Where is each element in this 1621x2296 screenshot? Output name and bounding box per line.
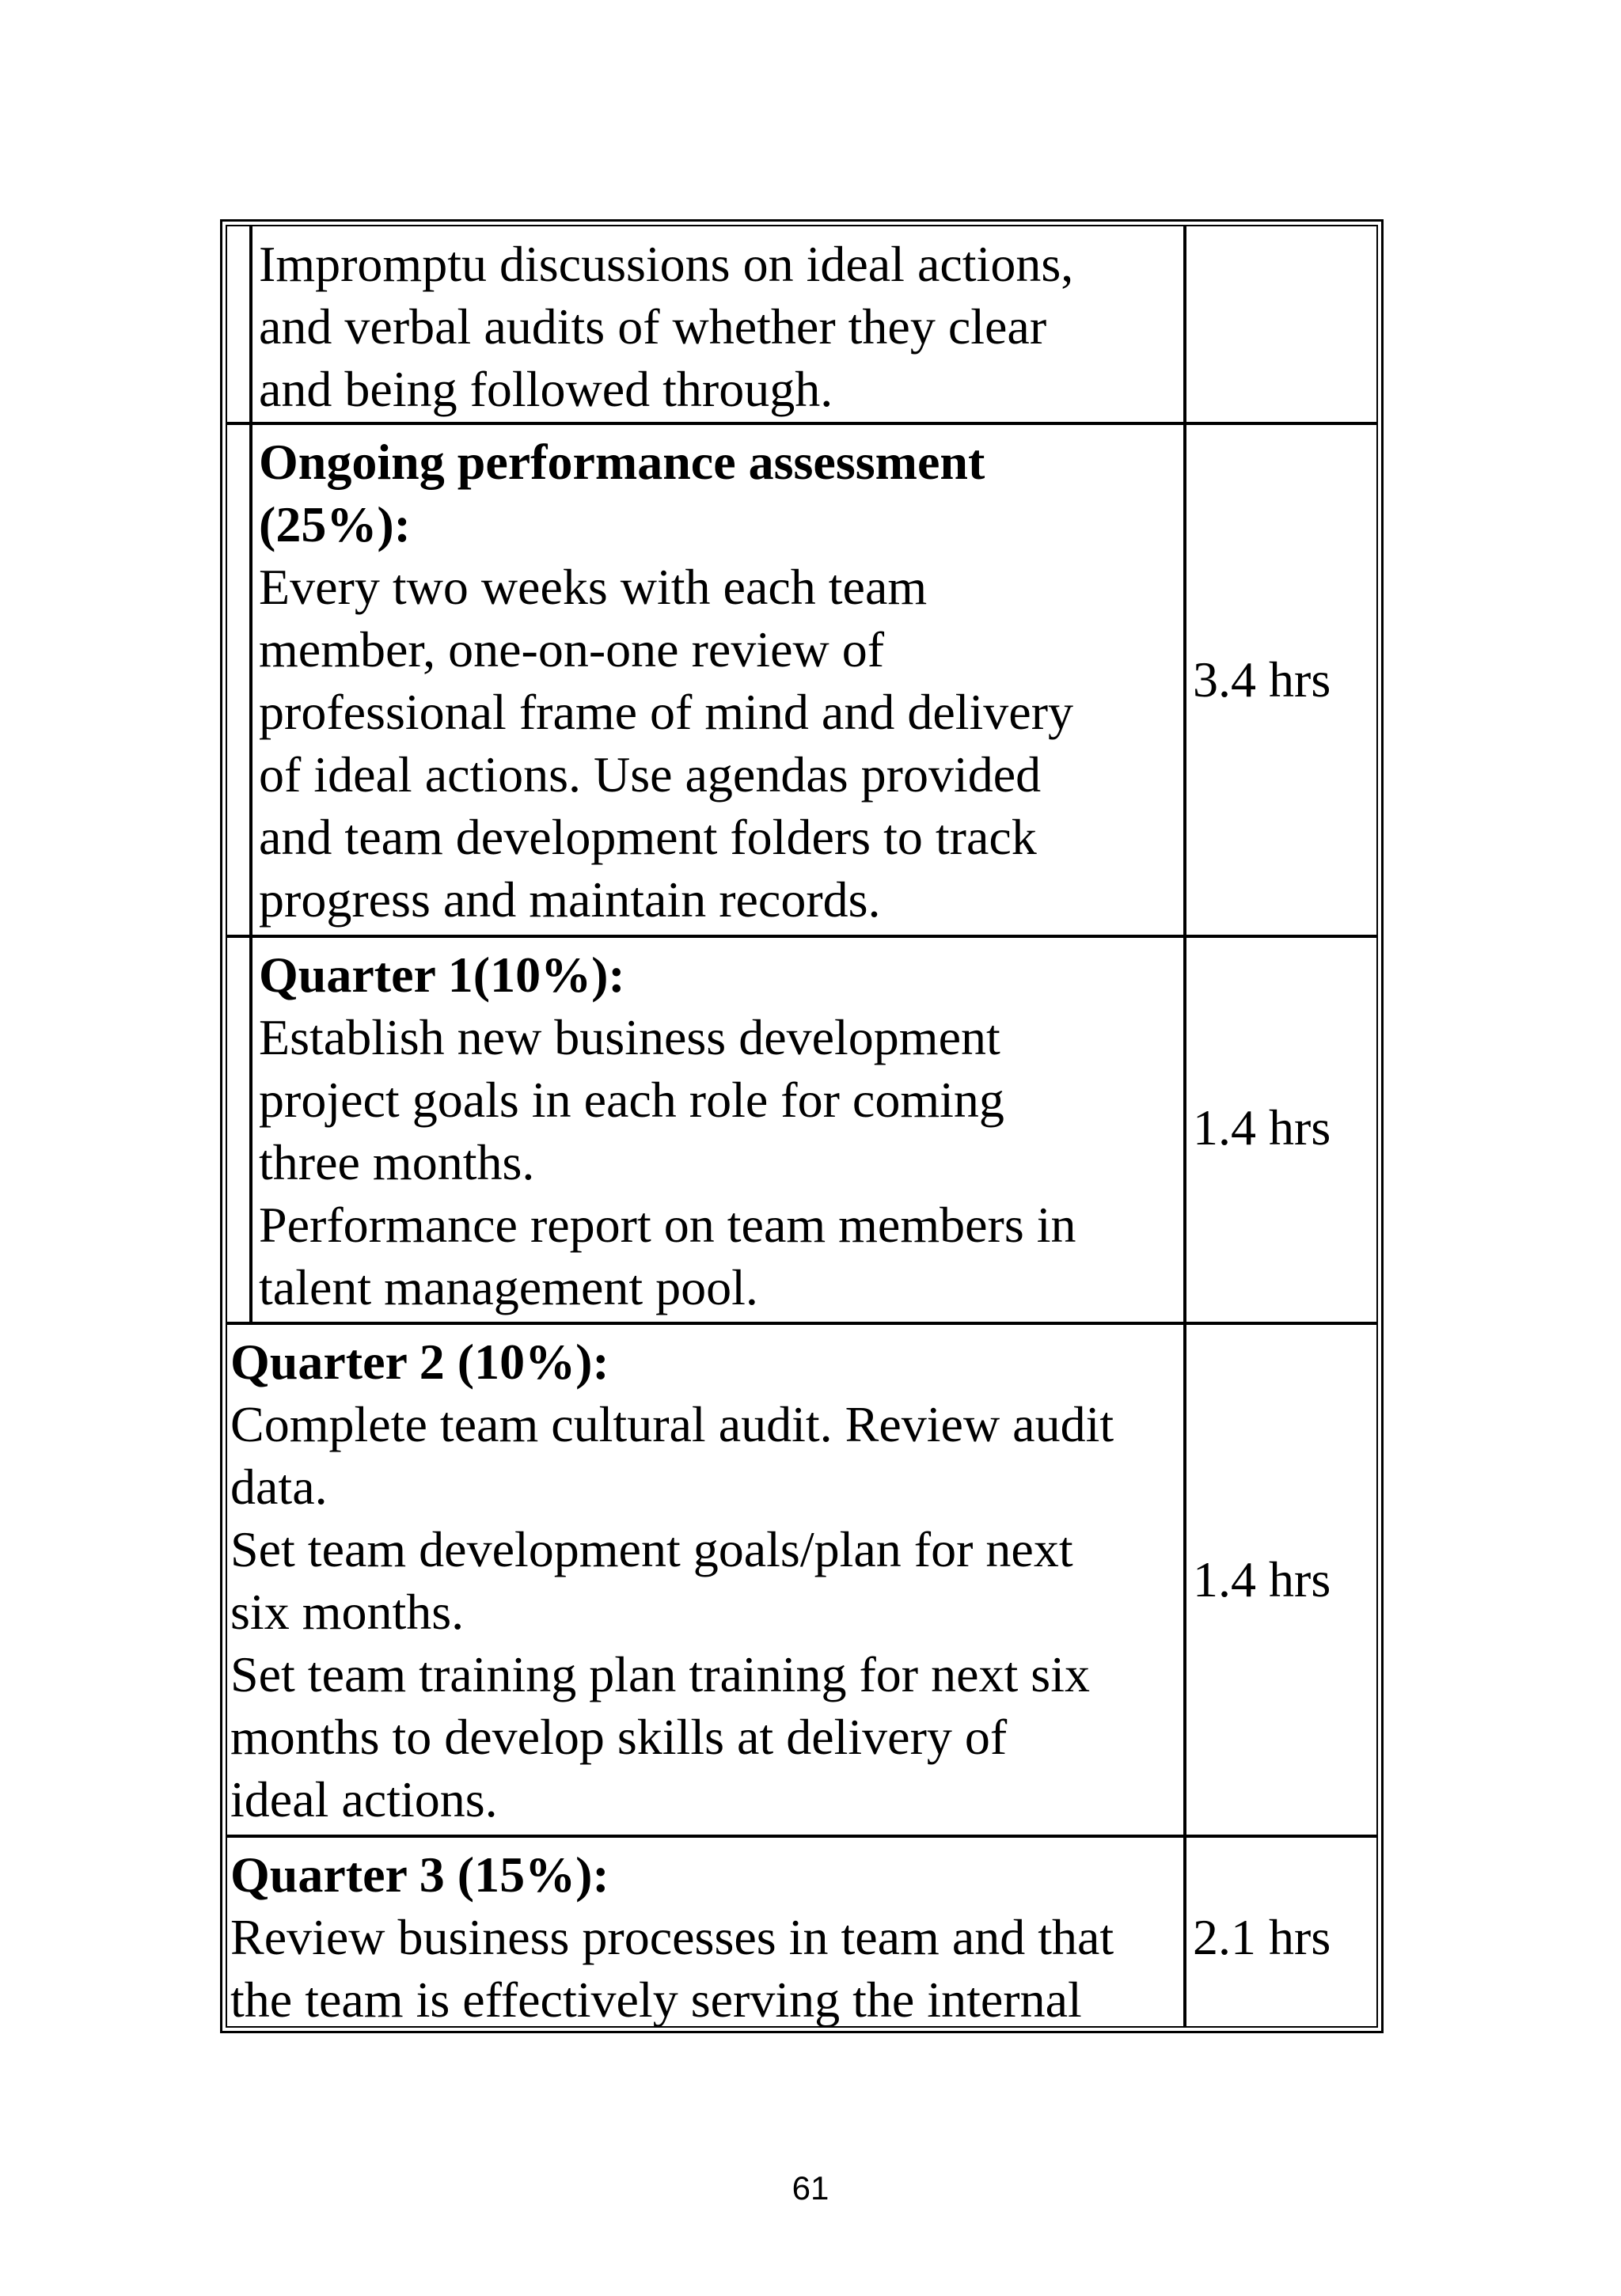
text-line: three months. [259, 1134, 535, 1190]
section-heading-cont: (25%): [259, 496, 411, 552]
text-line: Complete team cultural audit. Review audit [230, 1396, 1114, 1452]
text-line: of ideal actions. Use agendas provided [259, 746, 1042, 803]
task-text [259, 943, 1076, 1319]
task-text [259, 233, 1073, 420]
hours-value: 1.4 hrs [1193, 1099, 1331, 1156]
indent-cell [226, 936, 251, 1323]
task-cell [226, 1323, 1185, 1836]
text-line: six months. [230, 1584, 465, 1640]
text-line: Set team training plan training for next six [230, 1646, 1090, 1702]
text-line: professional frame of mind and delivery [259, 684, 1073, 740]
text-line: member, one-on-one review of [259, 621, 884, 677]
text-line: Review business processes in team and that [230, 1909, 1114, 1965]
task-cell [251, 423, 1185, 936]
task-text [230, 1843, 1114, 2031]
text-line: data. [230, 1459, 328, 1515]
hours-value: 1.4 hrs [1193, 1551, 1331, 1607]
text-line: months to develop skills at delivery of [230, 1709, 1008, 1765]
task-text [259, 431, 1073, 931]
hours-value: 2.1 hrs [1193, 1909, 1331, 1965]
indent-cell [226, 423, 251, 936]
task-cell [251, 936, 1185, 1323]
page-number: 61 [792, 2169, 829, 2207]
task-cell [251, 225, 1185, 423]
text-line: ideal actions. [230, 1771, 498, 1827]
task-text [230, 1330, 1114, 1831]
hours-value: 3.4 hrs [1193, 651, 1331, 708]
hours-cell [1185, 936, 1378, 1323]
hours-cell [1185, 225, 1378, 423]
text-line: progress and maintain records. [259, 871, 881, 928]
section-heading: Quarter 1(10%): [259, 947, 625, 1003]
text-line: talent management pool. [259, 1259, 758, 1315]
section-heading: Quarter 3 (15%): [230, 1846, 609, 1903]
hours-cell [1185, 423, 1378, 936]
text-line: the team is effectively serving the internal [230, 1972, 1082, 2028]
text-line: project goals in each role for coming [259, 1072, 1004, 1128]
section-heading: Quarter 2 (10%): [230, 1334, 609, 1390]
text-line: and being followed through. [259, 361, 833, 417]
hours-cell [1185, 1323, 1378, 1836]
hours-cell [1185, 1836, 1378, 2028]
text-line: and team development folders to track [259, 809, 1037, 865]
text-line: Set team development goals/plan for next [230, 1521, 1073, 1577]
task-cell [226, 1836, 1185, 2028]
text-line: Performance report on team members in [259, 1197, 1076, 1253]
text-line: Impromptu discussions on ideal actions, [259, 236, 1074, 292]
text-line: and verbal audits of whether they clear [259, 298, 1047, 355]
text-line: Every two weeks with each team [259, 559, 928, 615]
text-line: Establish new business development [259, 1009, 1000, 1065]
section-heading: Ongoing performance assessment [259, 434, 985, 490]
indent-cell [226, 225, 251, 423]
